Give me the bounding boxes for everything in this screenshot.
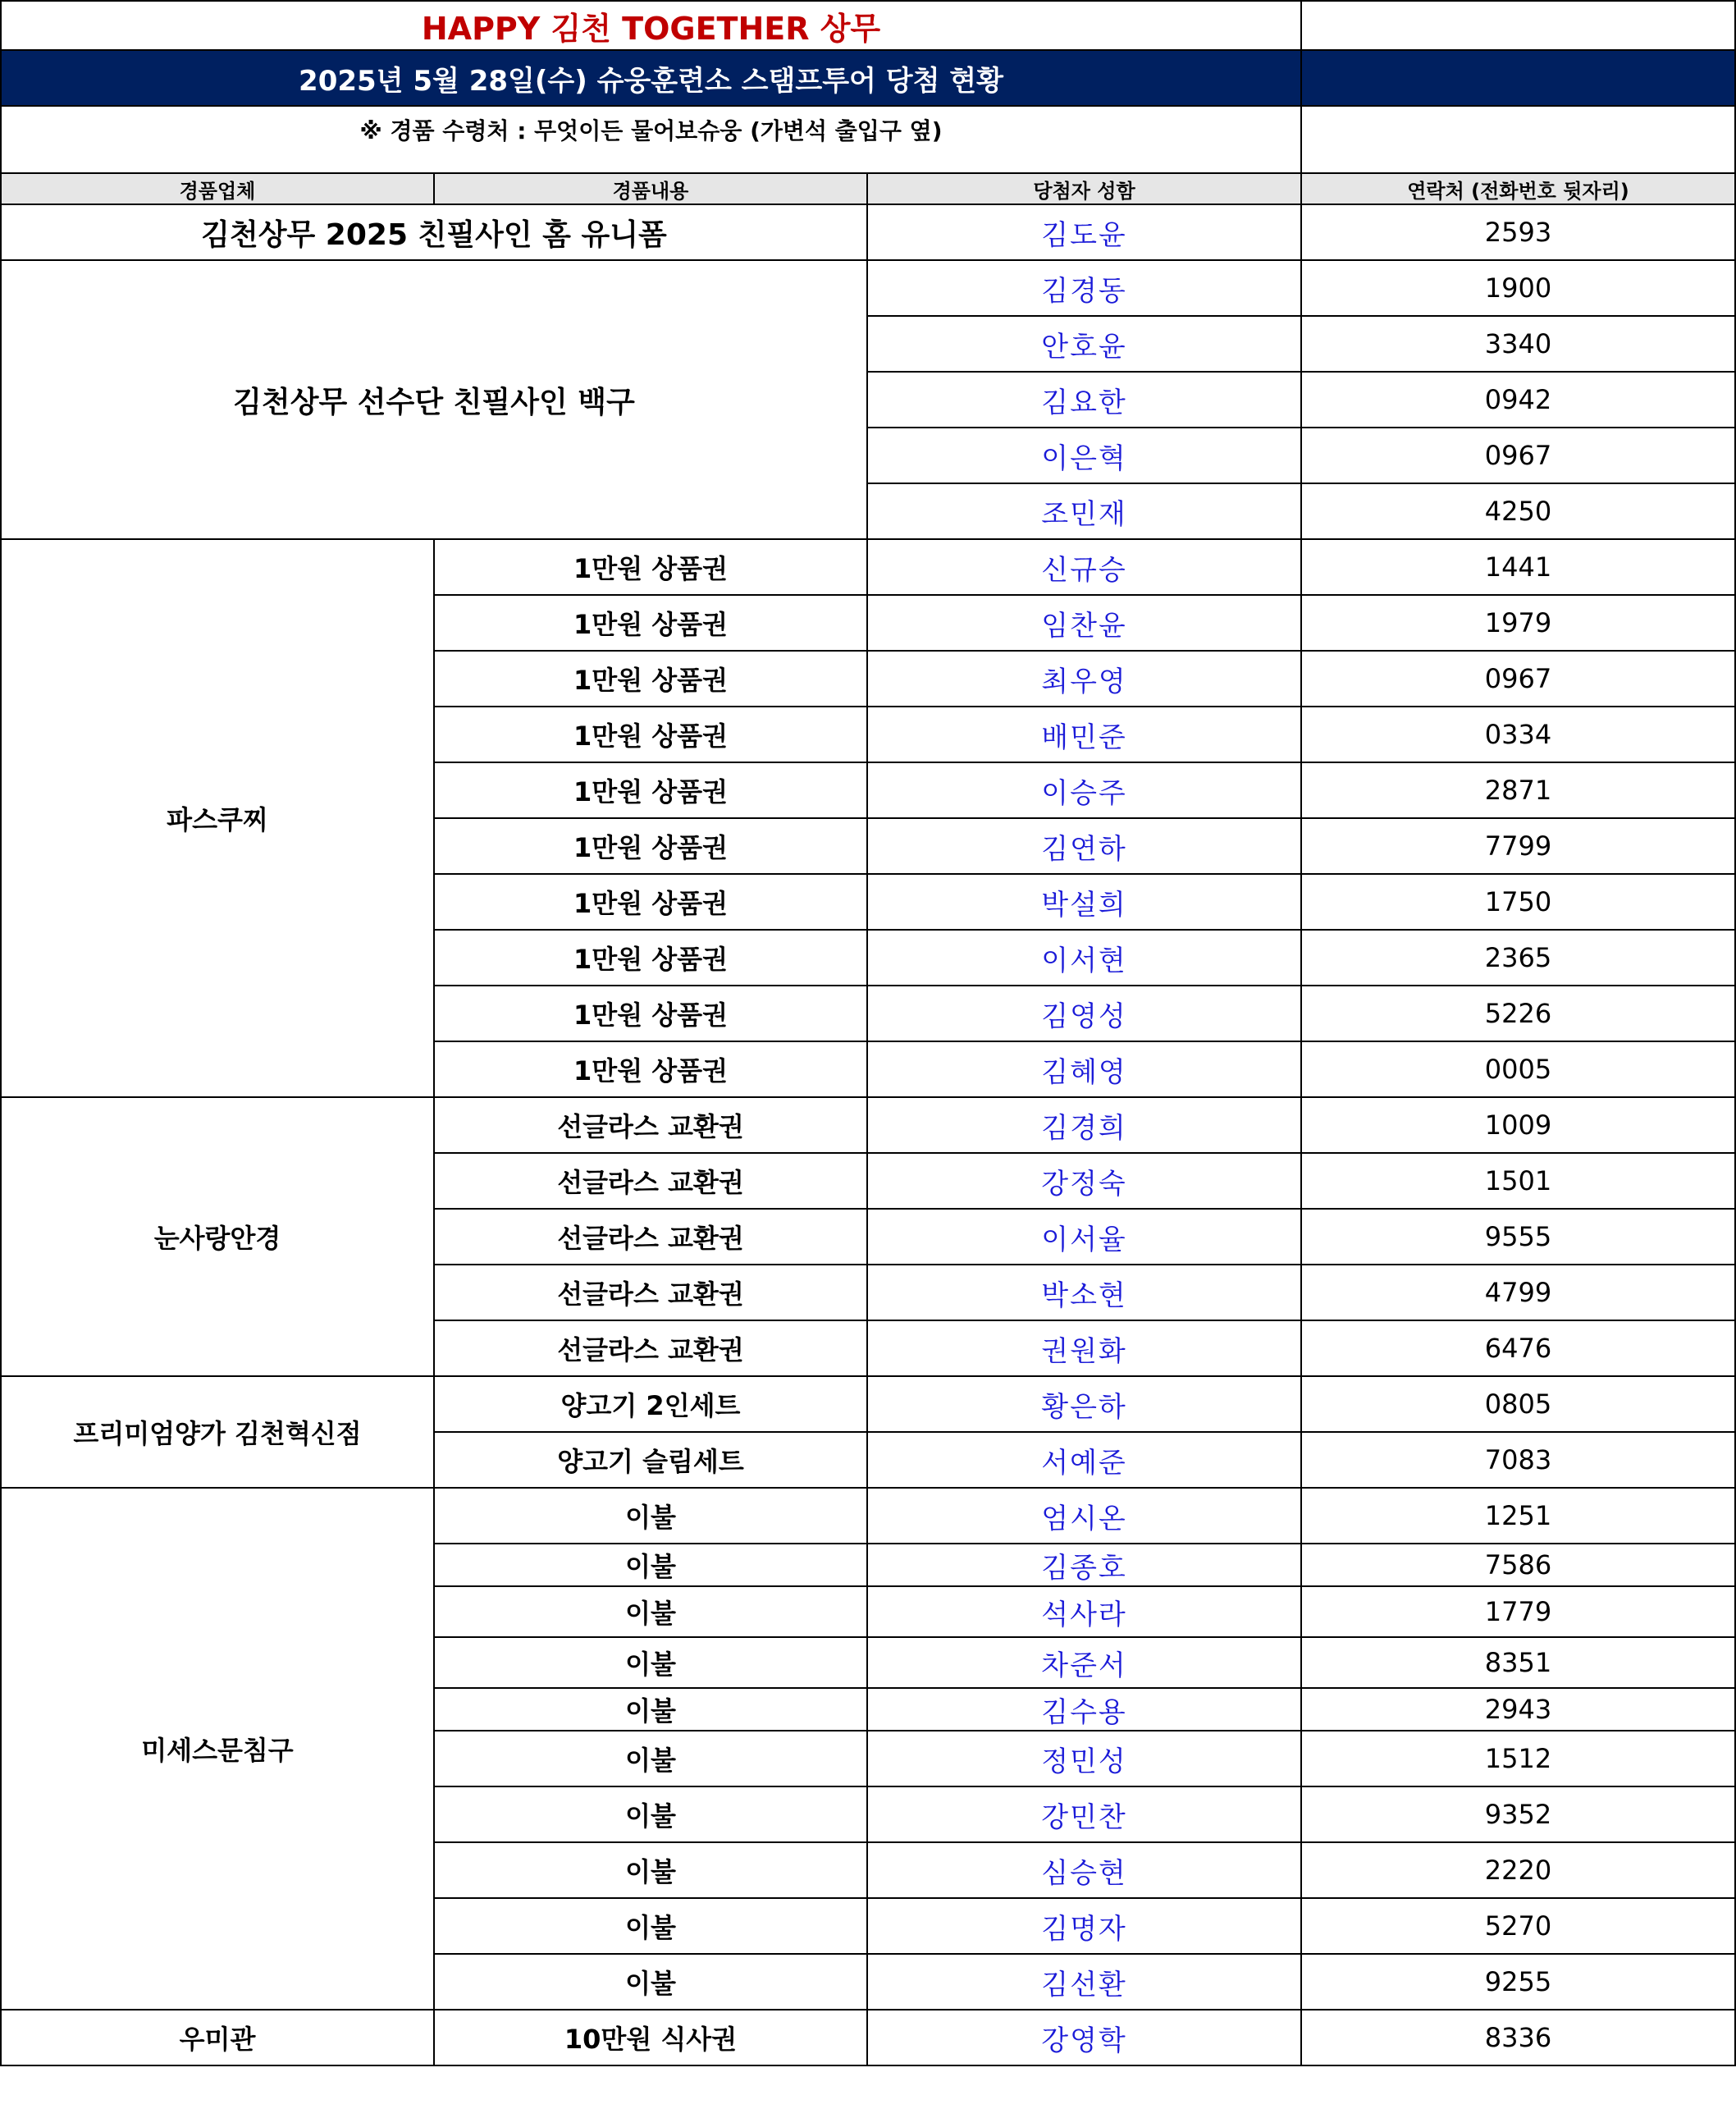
phone-cell[interactable]: 1750: [1301, 874, 1735, 930]
empty-cell[interactable]: [1301, 106, 1735, 173]
phone-cell[interactable]: 2220: [1301, 1842, 1735, 1898]
prize-item-cell[interactable]: 1만원 상품권: [434, 651, 867, 707]
winner-name-cell[interactable]: 임찬윤: [867, 595, 1301, 651]
page-title[interactable]: HAPPY 김천 TOGETHER 상무: [1, 1, 1301, 50]
winner-name-cell[interactable]: 김도윤: [867, 204, 1301, 260]
prize-item-cell[interactable]: 1만원 상품권: [434, 986, 867, 1041]
winner-name-cell[interactable]: 이은혁: [867, 428, 1301, 483]
phone-cell[interactable]: 0334: [1301, 707, 1735, 762]
prize-item-cell[interactable]: 이불: [434, 1842, 867, 1898]
header-row: [1, 173, 1735, 204]
phone-cell[interactable]: 9555: [1301, 1209, 1735, 1265]
table-row: [1, 204, 1735, 260]
phone-cell[interactable]: 3340: [1301, 316, 1735, 372]
header-item[interactable]: 경품내용: [434, 173, 867, 204]
vendor-cell[interactable]: 눈사랑안경: [1, 1097, 434, 1376]
phone-cell[interactable]: 8336: [1301, 2010, 1735, 2065]
prize-item-cell[interactable]: 1만원 상품권: [434, 930, 867, 986]
prize-item-cell[interactable]: 이불: [434, 1786, 867, 1842]
phone-cell[interactable]: 1900: [1301, 260, 1735, 316]
winner-name-cell[interactable]: 박설희: [867, 874, 1301, 930]
header-phone[interactable]: 연락처 (전화번호 뒷자리): [1301, 173, 1735, 204]
note-row: [1, 106, 1735, 173]
winner-name-cell[interactable]: 박소현: [867, 1265, 1301, 1320]
winner-name-cell[interactable]: 김영성: [867, 986, 1301, 1041]
prize-item-cell[interactable]: 선글라스 교환권: [434, 1097, 867, 1153]
table-row: [1, 260, 1735, 316]
winner-name-cell[interactable]: 정민성: [867, 1731, 1301, 1786]
prize-item-cell[interactable]: 1만원 상품권: [434, 874, 867, 930]
winner-name-cell[interactable]: 권원화: [867, 1320, 1301, 1376]
winner-name-cell[interactable]: 안호윤: [867, 316, 1301, 372]
winner-name-cell[interactable]: 김종호: [867, 1544, 1301, 1586]
phone-cell[interactable]: 9352: [1301, 1786, 1735, 1842]
prize-item-cell[interactable]: 10만원 식사권: [434, 2010, 867, 2065]
winner-name-cell[interactable]: 강민찬: [867, 1786, 1301, 1842]
prize-item-cell[interactable]: 선글라스 교환권: [434, 1265, 867, 1320]
phone-cell[interactable]: 1779: [1301, 1586, 1735, 1637]
winner-name-cell[interactable]: 조민재: [867, 483, 1301, 539]
phone-cell[interactable]: 0805: [1301, 1376, 1735, 1432]
phone-cell[interactable]: 1009: [1301, 1097, 1735, 1153]
prize-cell[interactable]: 김천상무 2025 친필사인 홈 유니폼: [1, 204, 867, 260]
winner-name-cell[interactable]: 이서율: [867, 1209, 1301, 1265]
winner-name-cell[interactable]: 김혜영: [867, 1041, 1301, 1097]
table-row: [1, 2010, 1735, 2065]
phone-cell[interactable]: 4250: [1301, 483, 1735, 539]
winner-name-cell[interactable]: 엄시온: [867, 1488, 1301, 1544]
prize-item-cell[interactable]: 양고기 2인세트: [434, 1376, 867, 1432]
winner-name-cell[interactable]: 석사라: [867, 1586, 1301, 1637]
prize-item-cell[interactable]: 이불: [434, 1954, 867, 2010]
vendor-cell[interactable]: 파스쿠찌: [1, 539, 434, 1097]
event-banner[interactable]: 2025년 5월 28일(수) 슈웅훈련소 스탬프투어 당첨 현황: [1, 50, 1301, 106]
winner-name-cell[interactable]: 심승현: [867, 1842, 1301, 1898]
prize-item-cell[interactable]: 선글라스 교환권: [434, 1153, 867, 1209]
prize-cell[interactable]: 김천상무 선수단 친필사인 백구: [1, 260, 867, 539]
prize-item-cell[interactable]: 1만원 상품권: [434, 539, 867, 595]
winner-name-cell[interactable]: 황은하: [867, 1376, 1301, 1432]
phone-cell[interactable]: 0005: [1301, 1041, 1735, 1097]
phone-cell[interactable]: 0967: [1301, 428, 1735, 483]
phone-cell[interactable]: 1512: [1301, 1731, 1735, 1786]
phone-cell[interactable]: 8351: [1301, 1637, 1735, 1688]
vendor-cell[interactable]: 우미관: [1, 2010, 434, 2065]
prize-item-cell[interactable]: 선글라스 교환권: [434, 1320, 867, 1376]
prize-item-cell[interactable]: 1만원 상품권: [434, 1041, 867, 1097]
phone-cell[interactable]: 9255: [1301, 1954, 1735, 2010]
winner-name-cell[interactable]: 김경희: [867, 1097, 1301, 1153]
phone-cell[interactable]: 2943: [1301, 1688, 1735, 1731]
vendor-cell[interactable]: 미세스문침구: [1, 1488, 434, 2010]
phone-cell[interactable]: 0967: [1301, 651, 1735, 707]
phone-cell[interactable]: 6476: [1301, 1320, 1735, 1376]
phone-cell[interactable]: 2871: [1301, 762, 1735, 818]
prize-item-cell[interactable]: 이불: [434, 1586, 867, 1637]
winner-name-cell[interactable]: 김요한: [867, 372, 1301, 428]
phone-cell[interactable]: 7586: [1301, 1544, 1735, 1586]
prize-item-cell[interactable]: 1만원 상품권: [434, 707, 867, 762]
winner-name-cell[interactable]: 이승주: [867, 762, 1301, 818]
prize-item-cell[interactable]: 이불: [434, 1637, 867, 1688]
table-row: [1, 1097, 1735, 1153]
prize-item-cell[interactable]: 이불: [434, 1731, 867, 1786]
phone-cell[interactable]: 1251: [1301, 1488, 1735, 1544]
prize-item-cell[interactable]: 이불: [434, 1488, 867, 1544]
winner-name-cell[interactable]: 김명자: [867, 1898, 1301, 1954]
prize-item-cell[interactable]: 양고기 슬림세트: [434, 1432, 867, 1488]
phone-cell[interactable]: 1979: [1301, 595, 1735, 651]
winner-name-cell[interactable]: 차준서: [867, 1637, 1301, 1688]
phone-cell[interactable]: 4799: [1301, 1265, 1735, 1320]
vendor-cell[interactable]: 프리미엄양가 김천혁신점: [1, 1376, 434, 1488]
title-row: [1, 1, 1735, 50]
banner-empty-cell[interactable]: [1301, 50, 1735, 106]
header-winner[interactable]: 당첨자 성함: [867, 173, 1301, 204]
phone-cell[interactable]: 2365: [1301, 930, 1735, 986]
prize-item-cell[interactable]: 1만원 상품권: [434, 762, 867, 818]
banner-row: [1, 50, 1735, 106]
winner-name-cell[interactable]: 서예준: [867, 1432, 1301, 1488]
winner-name-cell[interactable]: 신규승: [867, 539, 1301, 595]
phone-cell[interactable]: 1501: [1301, 1153, 1735, 1209]
pickup-note[interactable]: ※ 경품 수령처 : 무엇이든 물어보슈웅 (가변석 출입구 옆): [1, 106, 1301, 173]
empty-cell[interactable]: [1301, 1, 1735, 50]
winner-name-cell[interactable]: 김경동: [867, 260, 1301, 316]
phone-cell[interactable]: 7799: [1301, 818, 1735, 874]
prize-item-cell[interactable]: 1만원 상품권: [434, 818, 867, 874]
table-row: [1, 1376, 1735, 1432]
phone-cell[interactable]: 5270: [1301, 1898, 1735, 1954]
phone-cell[interactable]: 1441: [1301, 539, 1735, 595]
table-row: [1, 1488, 1735, 1544]
winner-name-cell[interactable]: 김선환: [867, 1954, 1301, 2010]
phone-cell[interactable]: 5226: [1301, 986, 1735, 1041]
winner-name-cell[interactable]: 강영학: [867, 2010, 1301, 2065]
prize-item-cell[interactable]: 이불: [434, 1898, 867, 1954]
winner-name-cell[interactable]: 김수용: [867, 1688, 1301, 1731]
prize-item-cell[interactable]: 선글라스 교환권: [434, 1209, 867, 1265]
phone-cell[interactable]: 7083: [1301, 1432, 1735, 1488]
winner-name-cell[interactable]: 최우영: [867, 651, 1301, 707]
winner-name-cell[interactable]: 김연하: [867, 818, 1301, 874]
winner-name-cell[interactable]: 강정숙: [867, 1153, 1301, 1209]
winner-name-cell[interactable]: 이서현: [867, 930, 1301, 986]
prize-item-cell[interactable]: 1만원 상품권: [434, 595, 867, 651]
phone-cell[interactable]: 2593: [1301, 204, 1735, 260]
phone-cell[interactable]: 0942: [1301, 372, 1735, 428]
header-vendor[interactable]: 경품업체: [1, 173, 434, 204]
prize-item-cell[interactable]: 이불: [434, 1688, 867, 1731]
winner-name-cell[interactable]: 배민준: [867, 707, 1301, 762]
table-row: [1, 539, 1735, 595]
prize-item-cell[interactable]: 이불: [434, 1544, 867, 1586]
